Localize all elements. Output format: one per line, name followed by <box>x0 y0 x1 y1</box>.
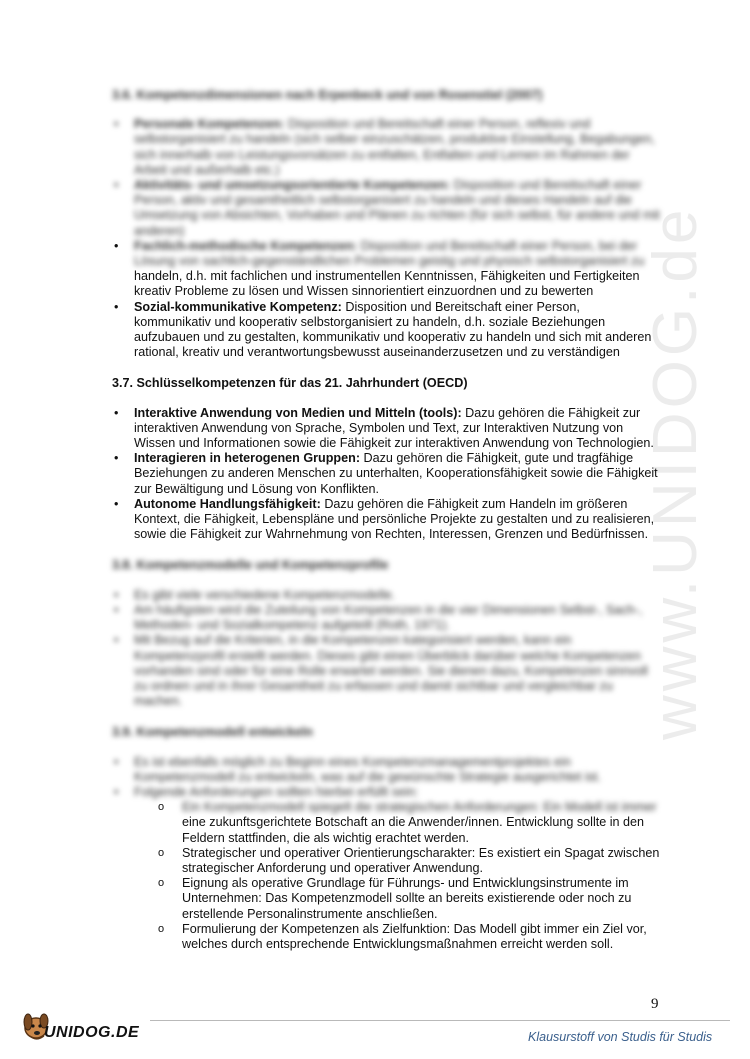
item-term: Fachlich-methodische Kompetenzen: <box>134 238 358 253</box>
item-text: Folgende Anforderungen sollten hierbei erfüllt sein: <box>134 784 419 799</box>
section-3-8-list <box>112 588 660 710</box>
footer-divider <box>150 1020 730 1021</box>
list-item <box>112 178 660 239</box>
section-3-9-list <box>112 755 660 801</box>
item-text: Disposition und Bereitschaft einer Person, kommunikativ und kooperativ selbstorganisiert zu handeln, d.h. soziale Beziehungen aufzubauen und zu gestalten, kommunikativ und kooperativ zu handeln und sich mit anderen rational, kreativ und verantwortungsbewusst auseinanderzusetzen und zu verständigen <box>134 299 652 360</box>
item-term: Sozial-kommunikative Kompetenz: <box>134 299 342 314</box>
section-3-7-list <box>112 406 660 543</box>
list-item <box>112 239 660 300</box>
section-3-9-title: 3.9. Kompetenzmodell entwickeln <box>112 725 313 740</box>
item-text-clear: eine zukunftsgerichtete Botschaft an die Anwender/innen. Entwicklung sollte in den Feldern stattfinden, die als wichtig erachtet werden. <box>182 815 645 845</box>
sub-list-item: o Formulierung der Kompetenzen als Zielfunktion: Das Modell gibt immer ein Ziel vor, welches durch entsprechende Entwicklungsmaßnahmen erreicht werden soll. <box>112 922 660 952</box>
section-3-8-title: 3.8. Kompetenzmodelle und Kompetenzprofile <box>112 558 389 573</box>
item-blurred-part: o Ein Kompetenzmodell spiegelt die strategischen Anforderungen: Ein Modell ist immer <box>182 800 657 815</box>
page-content <box>112 88 660 952</box>
section-3-6-list <box>112 117 660 360</box>
sub-list-item <box>112 800 660 846</box>
footer-tagline: Klausurstoff von Studis für Studis <box>528 1030 713 1044</box>
page-number: 9 <box>651 996 659 1012</box>
list-item: • Mit Bezug auf die Kriterien, in die Kompetenzen kategorisiert werden, kann ein Kompetenzprofil erstellt werden. Dieses gibt einen Überblick darüber welche Kompetenzen vorhanden sind oder für eine Rolle erwartet werden. Sie dienen dazu, Kompetenzen sinnvoll zu ordnen und in ihrer Gesamtheit zu erfassen und damit sichtbar und vergleichbar zu machen. <box>112 633 660 709</box>
item-term: Aktivitäts- und umsetzungsorientierte Kompetenzen: <box>134 178 451 193</box>
sub-list-item: o Eignung als operative Grundlage für Führungs- und Entwicklungsinstrumente im Unternehmen: Das Kompetenzmodell sollte an bereits existierende oder noch zu erstellende Personalinstrumente anschließen. <box>112 876 660 922</box>
section-3-9-sublist <box>112 800 660 952</box>
section-3-6-title: 3.6. Kompetenzdimensionen nach Erpenbeck und von Rosenstiel (2007) <box>112 88 543 102</box>
item-text: Dazu gehören die Fähigkeit, gute und tragfähige Beziehungen zu anderen Menschen zu unterhalten, Kooperationsfähigkeit sowie die Fähigkeit zur Bewältigung und Lösung von Konflikten. <box>134 451 658 496</box>
item-text: Disposition und Bereitschaft einer Person, aktiv und gesamtheitlich selbstorganisiert zu handeln und dieses Handeln auf die Umsetzung von Absichten, Vorhaben und Plänen zu richten (für sich selbst, für andere und mit anderen) <box>134 178 660 238</box>
item-text: Dazu gehören die Fähigkeit zum Handeln im größeren Kontext, die Fähigkeit, Lebenspläne und persönliche Projekte zu gestalten und zu realisieren, sowie die Fähigkeit zur Wahrnehmung von Rechten, Interessen, Grenzen und Bedürfnissen. <box>134 496 655 542</box>
list-item <box>112 497 660 543</box>
list-item <box>112 117 660 178</box>
item-text: Disposition und Bereitschaft einer Person, bei der Lösung von sachlich-gegenständlichen Problemen geistig und physisch selbstorganisiert zu <box>134 238 645 269</box>
sub-list-item: o Strategischer und operativer Orientierungscharakter: Es existiert ein Spagat zwischen strategischer Anforderung und operativer Anwendung. <box>112 846 660 876</box>
list-item <box>112 300 660 361</box>
list-item <box>112 406 660 452</box>
item-term: Interagieren in heterogenen Gruppen: <box>134 451 361 466</box>
logo-text: UNIDOG.DE <box>44 1024 140 1041</box>
item-blurred-part <box>134 239 660 269</box>
list-item <box>112 785 660 800</box>
watermark: www.UNIDOG.de <box>641 205 710 740</box>
section-3-7-title: 3.7. Schlüsselkompetenzen für das 21. Jahrhundert (OECD) <box>112 376 468 391</box>
list-item <box>112 451 660 497</box>
item-term: Interaktive Anwendung von Medien und Mitteln (tools): <box>134 405 462 420</box>
list-item: • Es ist ebenfalls möglich zu Beginn eines Kompetenzmanagementprojektes ein Kompetenzmodell zu entwickeln, was auf die gewünschte Strategie ausgerichtet ist. <box>112 755 660 785</box>
list-item: • Am häufigsten wird die Zuteilung von Kompetenzen in die vier Dimensionen Selbst-, Sach-, Methoden- und Sozialkompetenz aufgeteilt (Roth, 1971). <box>112 603 660 633</box>
item-term: Personale Kompetenzen: <box>134 117 285 132</box>
item-text: Dazu gehören die Fähigkeit zur interaktiven Anwendung von Sprache, Symbolen und Text, zur Interaktiven Nutzung von Wissen und Informationen sowie die Fähigkeit zur interaktiven Anwendung von Technologien. <box>134 405 654 451</box>
item-text-clear: handeln, d.h. mit fachlichen und instrumentellen Kenntnissen, Fähigkeiten und Fertigkeiten kreativ Probleme zu lösen und Wissen sinnorientiert einzuordnen und zu bewerten <box>134 269 640 299</box>
list-item: • Es gibt viele verschiedene Kompetenzmodelle. <box>112 588 660 603</box>
item-term: Autonome Handlungsfähigkeit: <box>134 496 321 511</box>
item-text: Disposition und Bereitschaft einer Person, reflexiv und selbstorganisiert zu handeln (sich selber einzuschätzen, produktive Einstellung, Begabungen, sich innerhalb von Leistungsvorsätzen zu entfalten, Entfalten und Lernen im Rahmen der Arbeit und außerhalb etc.) <box>134 117 655 177</box>
